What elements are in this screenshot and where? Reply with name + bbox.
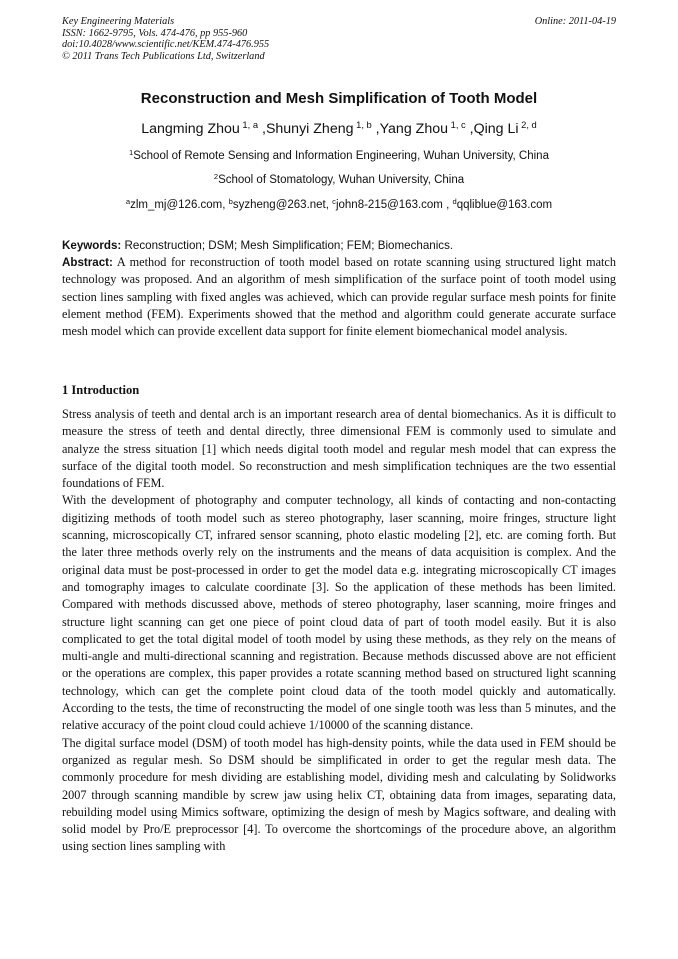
author-sup: 1, c	[450, 119, 466, 130]
author-name: Yang Zhou	[379, 121, 448, 137]
author-list: Langming Zhou $^{1, a}$ ,Shunyi Zheng $^{1, b}$ ,Yang Zhou $^{1, c}$ ,Qing Li $^{2, d}$	[141, 119, 537, 137]
author-name: Qing Li	[473, 121, 519, 137]
email-link[interactable]: zlm_mj@126.com,	[130, 199, 229, 211]
abstract-label: Abstract:	[62, 256, 113, 269]
email-list: $^a$zlm_mj@126.com, $^b$syzheng@263.net, $^c$john8-215@163.com , $^d$qqliblue@163.com	[125, 196, 553, 211]
paragraph: The digital surface model (DSM) of tooth model has high-density points, while the data used in FEM should be organized as regular mesh. So DSM should be simplificated in order to get the regular mesh data. The commonly procedure for mesh dividing are establishing model, dividing mesh and calculating by Solidworks 2007 through scanning mandible by screw jaw using helix CT, obtaining data from images, separating data, rebuilding model using Mimics software, optimizing the design of mesh by Magics software, and dealing with solid model by Pro/E preprocessor [4]. To overcome the shortcomings of the procedure above, an algorithm using section lines sampling with	[62, 735, 616, 854]
author-sup: 1, b	[356, 119, 372, 130]
affiliation-2: $^2$School of Stomatology, Wuhan University, China	[213, 171, 465, 186]
author-sup: 2, d	[521, 119, 537, 130]
abstract-text: A method for reconstruction of tooth model based on rotate scanning using structured light match technology was proposed. And an algorithm of mesh simplification of the surface point of tooth model using section lines sampling with fixed angles was achieved, which can provide regular surface mesh points for finite element method (FEM). Experiments showed that the method and algorithm could generate accurate surface mesh model which can provide excellent data support for finite element biomechanical model analysis.	[62, 255, 616, 339]
issn-line: ISSN: 1662-9795, Vols. 474-476, pp 955-960	[62, 27, 248, 39]
affiliation-1: $^1$School of Remote Sensing and Information Engineering, Wuhan University, China	[129, 147, 549, 162]
journal-name: Key Engineering Materials	[62, 16, 175, 27]
author-name: Shunyi Zheng	[265, 121, 354, 137]
paragraph: Stress analysis of teeth and dental arch is an important research area of dental biomechanics. As it is difficult to measure the stress of teeth and dental directly, three dimensional FEM is commonly used to simulate and analyze the stress situation [1] which needs digital tooth model and regular mesh model that can express the surface of the digital tooth model. So reconstruction and mesh simplification techniques are the two essential foundations of FEM.	[62, 407, 616, 491]
keywords: Keywords: Reconstruction; DSM; Mesh Simplification; FEM; Biomechanics.	[62, 239, 454, 252]
journal-header	[62, 16, 616, 62]
doi-line: doi:10.4028/www.scientific.net/KEM.474-476.955	[62, 39, 270, 51]
email-link[interactable]: john8-215@163.com ,	[335, 199, 453, 211]
copyright-line: © 2011 Trans Tech Publications Ltd, Switzerland	[62, 50, 265, 62]
abstract	[62, 254, 616, 340]
introduction-body	[62, 406, 616, 856]
paper-title: Reconstruction and Mesh Simplification of Tooth Model	[140, 90, 538, 107]
author-sup: 1, a	[242, 119, 259, 130]
email-link[interactable]: qqliblue@163.com	[456, 199, 553, 211]
section-heading: 1 Introduction	[62, 383, 140, 397]
paragraph: With the development of photography and computer technology, all kinds of contacting and non-contacting digitizing methods of tooth model such as stereo photography, laser scanning, moire fringes, structure light scanning, microscopically CT, infrared sensor scanning, photo elastic modeling [2], etc. are coming forth. But the later three methods overly rely on the instruments and the means of data acquisition is complex. And the original data must be post-processed in order to get the model data e.g. integrating microscopically CT images and tomography images to calculate coordinate [3]. So the application of these methods has been limited. Compared with methods discussed above, methods of stereo photography, laser scanning, moire fringes and structure light scanning can get one piece of point cloud data of part of tooth model easily. But it is also complicated to get the total digital model of tooth model by using these methods, as they rely on the means of multi-angle and multi-directional scanning and registration. Because methods discussed above are not efficient or the operations are complex, this paper provides a rotate scanning method based on structured light scanning technology, which can get the complete point cloud data of the tooth model quickly and automatically. According to the tests, the time of reconstructing the model of one single tooth was less than 5 minutes, and the relative accuracy of the point cloud could achieve 1/10000 of the scanning distance.	[62, 493, 616, 733]
author-name: Langming Zhou	[141, 121, 240, 137]
online-date: Online: 2011-04-19	[534, 16, 616, 27]
email-link[interactable]: syzheng@263.net,	[232, 199, 333, 211]
